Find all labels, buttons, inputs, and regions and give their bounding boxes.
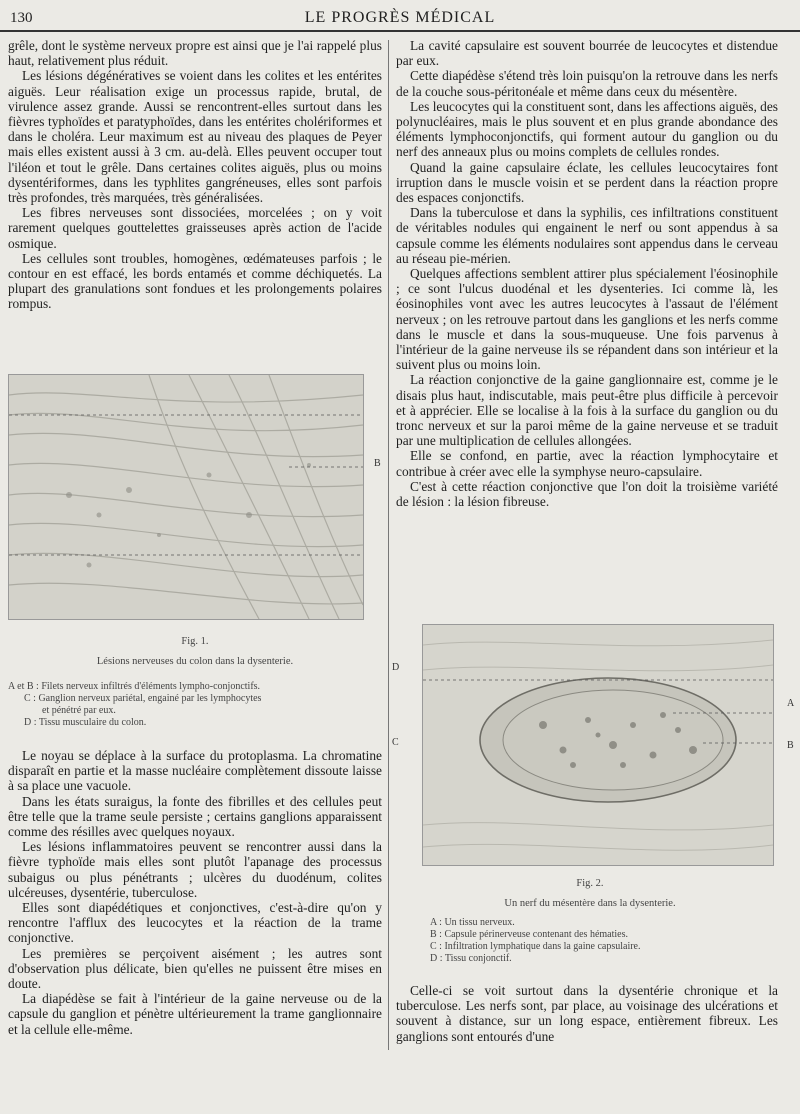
paragraph: La diapédèse se fait à l'intérieur de la gaine nerveuse ou de la capsule du ganglion et pénètre ultérieurement la trame ganglionnaire et la cellule elle-même. <box>8 991 382 1037</box>
paragraph: Les fibres nerveuses sont dissociées, morcelées ; on y voit rarement quelques gouttelettes graisseuses après action de l'acide osmique. <box>8 205 382 251</box>
figure-2-marker-b: B <box>787 740 794 751</box>
paragraph: La réaction conjonctive de la gaine ganglionnaire est, comme je le disais plus haut, indiscutable, mais peut-être plus difficile à percevoir et à apprécier. Elle se localise à la fois à la surface du ganglion ou du tronc nerveux et sur la paroi même de la gaine nerveuse et se traduit par une multiplication de cellules allongées. <box>396 372 778 449</box>
right-column-bottom-text <box>396 983 778 1044</box>
legend-item: et pénétré par eux. <box>42 705 116 716</box>
paragraph: Elles sont diapédétiques et conjonctives, c'est-à-dire qu'on y rencontre l'afflux des leucocytes et la réaction de la trame conjonctive. <box>8 900 382 946</box>
paragraph: Quelques affections semblent attirer plus spécialement l'éosinophile ; ce sont l'ulcus duodénal et les dysenteries. Ici comme là, les éosinophiles vont avec les autres leucocytes à l'assaut de l'élément nerveux ; on les retrouve partout dans les ganglions et les nerfs comme dans le muscle et dans la sous-muqueuse. Une fois parvenus à l'intérieur de la gaine nerveuse ils se répandent dans son intérieur et la suivent plus ou moins loin. <box>396 266 778 373</box>
left-column-top-text <box>8 38 382 312</box>
paragraph: Le noyau se déplace à la surface du protoplasma. La chromatine disparaît en partie et la masse nucléaire complètement dissoute laisse à sa place une vacuole. <box>8 748 382 794</box>
figure-1-micrograph <box>8 374 364 620</box>
figure-2-micrograph <box>422 624 774 866</box>
paragraph: Les premières se perçoivent aisément ; les autres sont d'observation plus délicate, bien qu'elles ne puissent être mises en doute. <box>8 945 382 992</box>
figure-2-marker-a: A <box>787 698 795 709</box>
journal-title: LE PROGRÈS MÉDICAL <box>304 9 496 26</box>
figure-1-legend <box>8 681 382 729</box>
figure-1-marker-b: B <box>374 458 381 469</box>
figure-2-marker-d: D <box>392 662 400 673</box>
paragraph: Les lésions dégénératives se voient dans les colites et les entérites aiguës. Leur réalisation exige un processus rapide, brutal, de virulence assez grande. Aussi se rencontrent-elles surtout dans les fièvres typhoïdes et paratyphoïdes, dans les entérites cholériformes et dans le choléra. Leur maximum est au niveau des plaques de Peyer mais elles existent aussi à 3 cm. au-delà. Elles peuvent occuper tout l'iléon et tout le grêle. Dans certaines colites aiguës, plus ou moins dysentériformes, dans les typhlites gangréneuses, elles sont parfois très profondes, très marquées, très généralisées. <box>8 68 382 206</box>
paragraph: Elle se confond, en partie, avec la réaction lymphocytaire et contribue à créer avec elle la symphyse neuro-capsulaire. <box>396 448 778 479</box>
right-column-top-text <box>396 38 778 509</box>
legend-item: D : Tissu musculaire du colon. <box>24 717 147 728</box>
left-column-bottom-text <box>8 748 382 1037</box>
paragraph: Les cellules sont troubles, homogènes, œdémateuses parfois ; le contour en est effacé, les bords entamés et comme déchiquetés. La plupart des granulations sont fondues et les prolongements polaires rompus. <box>8 250 382 312</box>
page-header <box>0 0 800 36</box>
figure-2-legend <box>430 917 780 965</box>
page-number: 130 <box>10 10 33 26</box>
figure-2-caption-text: Un nerf du mésentère dans la dysenterie. <box>504 897 676 909</box>
paragraph: Quand la gaine capsulaire éclate, les cellules leucocytaires font irruption dans le muscle voisin et se perdent dans la réaction propre des espaces conjonctifs. <box>396 159 778 206</box>
figure-2-title: Fig. 2. <box>576 878 604 889</box>
header-rule <box>0 30 800 32</box>
paragraph: C'est à cette réaction conjonctive que l'on doit la troisième variété de lésion : la lésion fibreuse. <box>396 478 778 510</box>
legend-item: C : Ganglion nerveux pariétal, engainé par les lymphocytes <box>24 693 262 704</box>
legend-item: A et B : Filets nerveux infiltrés d'éléments lympho-conjonctifs. <box>8 681 261 692</box>
legend-item: B : Capsule périnerveuse contenant des hématies. <box>430 929 628 940</box>
figure-2-caption <box>400 878 780 910</box>
paragraph: Cette diapédèse s'étend très loin puisqu'on la retrouve dans les nerfs de la couche sous-péritonéale et même dans ceux du mésentère. <box>396 68 778 99</box>
paragraph: Dans la tuberculose et dans la syphilis, ces infiltrations constituent de véritables nodules qui engainent le nerf ou sont appendus à sa capsule comme les éléments nodulaires sont appendus dans le cerveau au réseau pie-mérien. <box>396 205 778 266</box>
paragraph: grêle, dont le système nerveux propre est ainsi que je l'ai rappelé plus haut, relativement plus réduit. <box>8 38 382 69</box>
figure-2-marker-c: C <box>392 737 399 748</box>
paragraph: Les leucocytes qui la constituent sont, dans les affections aiguës, des polynucléaires, mais le plus souvent et en plus grande abondance des éléments lymphoconjonctifs, qui forment autour du ganglion ou du nerf des anneaux plus ou moins complets de cellules rondes. <box>396 98 778 160</box>
paragraph: Les lésions inflammatoires peuvent se rencontrer aussi dans la fièvre typhoïde mais elles sont plutôt l'apanage des processus subaigus ou plus pénétrants ; ulcères du duodénum, colites ulcéreuses, dysentérie, tuberculose. <box>8 839 382 900</box>
paragraph: Dans les états suraigus, la fonte des fibrilles et des cellules peut être telle que la trame seule persiste ; certains ganglions apparaissent comme des résilles avec quelques noyaux. <box>8 793 382 840</box>
figure-1-caption-text: Lésions nerveuses du colon dans la dysenterie. <box>96 655 294 667</box>
figure-1-caption <box>8 636 382 668</box>
figure-1-title: Fig. 1. <box>181 636 209 647</box>
paragraph: Celle-ci se voit surtout dans la dysentérie chronique et la tuberculose. Les nerfs sont, par place, au voisinage des ulcérations et souvent à distance, sur un long espace, entièrement fibreux. Les ganglions sont entourés d'une <box>396 983 778 1044</box>
paragraph: La cavité capsulaire est souvent bourrée de leucocytes et distendue par eux. <box>396 38 778 69</box>
legend-item: D : Tissu conjonctif. <box>430 953 512 964</box>
column-divider <box>388 40 389 1050</box>
legend-item: A : Un tissu nerveux. <box>430 917 515 928</box>
legend-item: C : Infiltration lymphatique dans la gaine capsulaire. <box>430 941 641 952</box>
